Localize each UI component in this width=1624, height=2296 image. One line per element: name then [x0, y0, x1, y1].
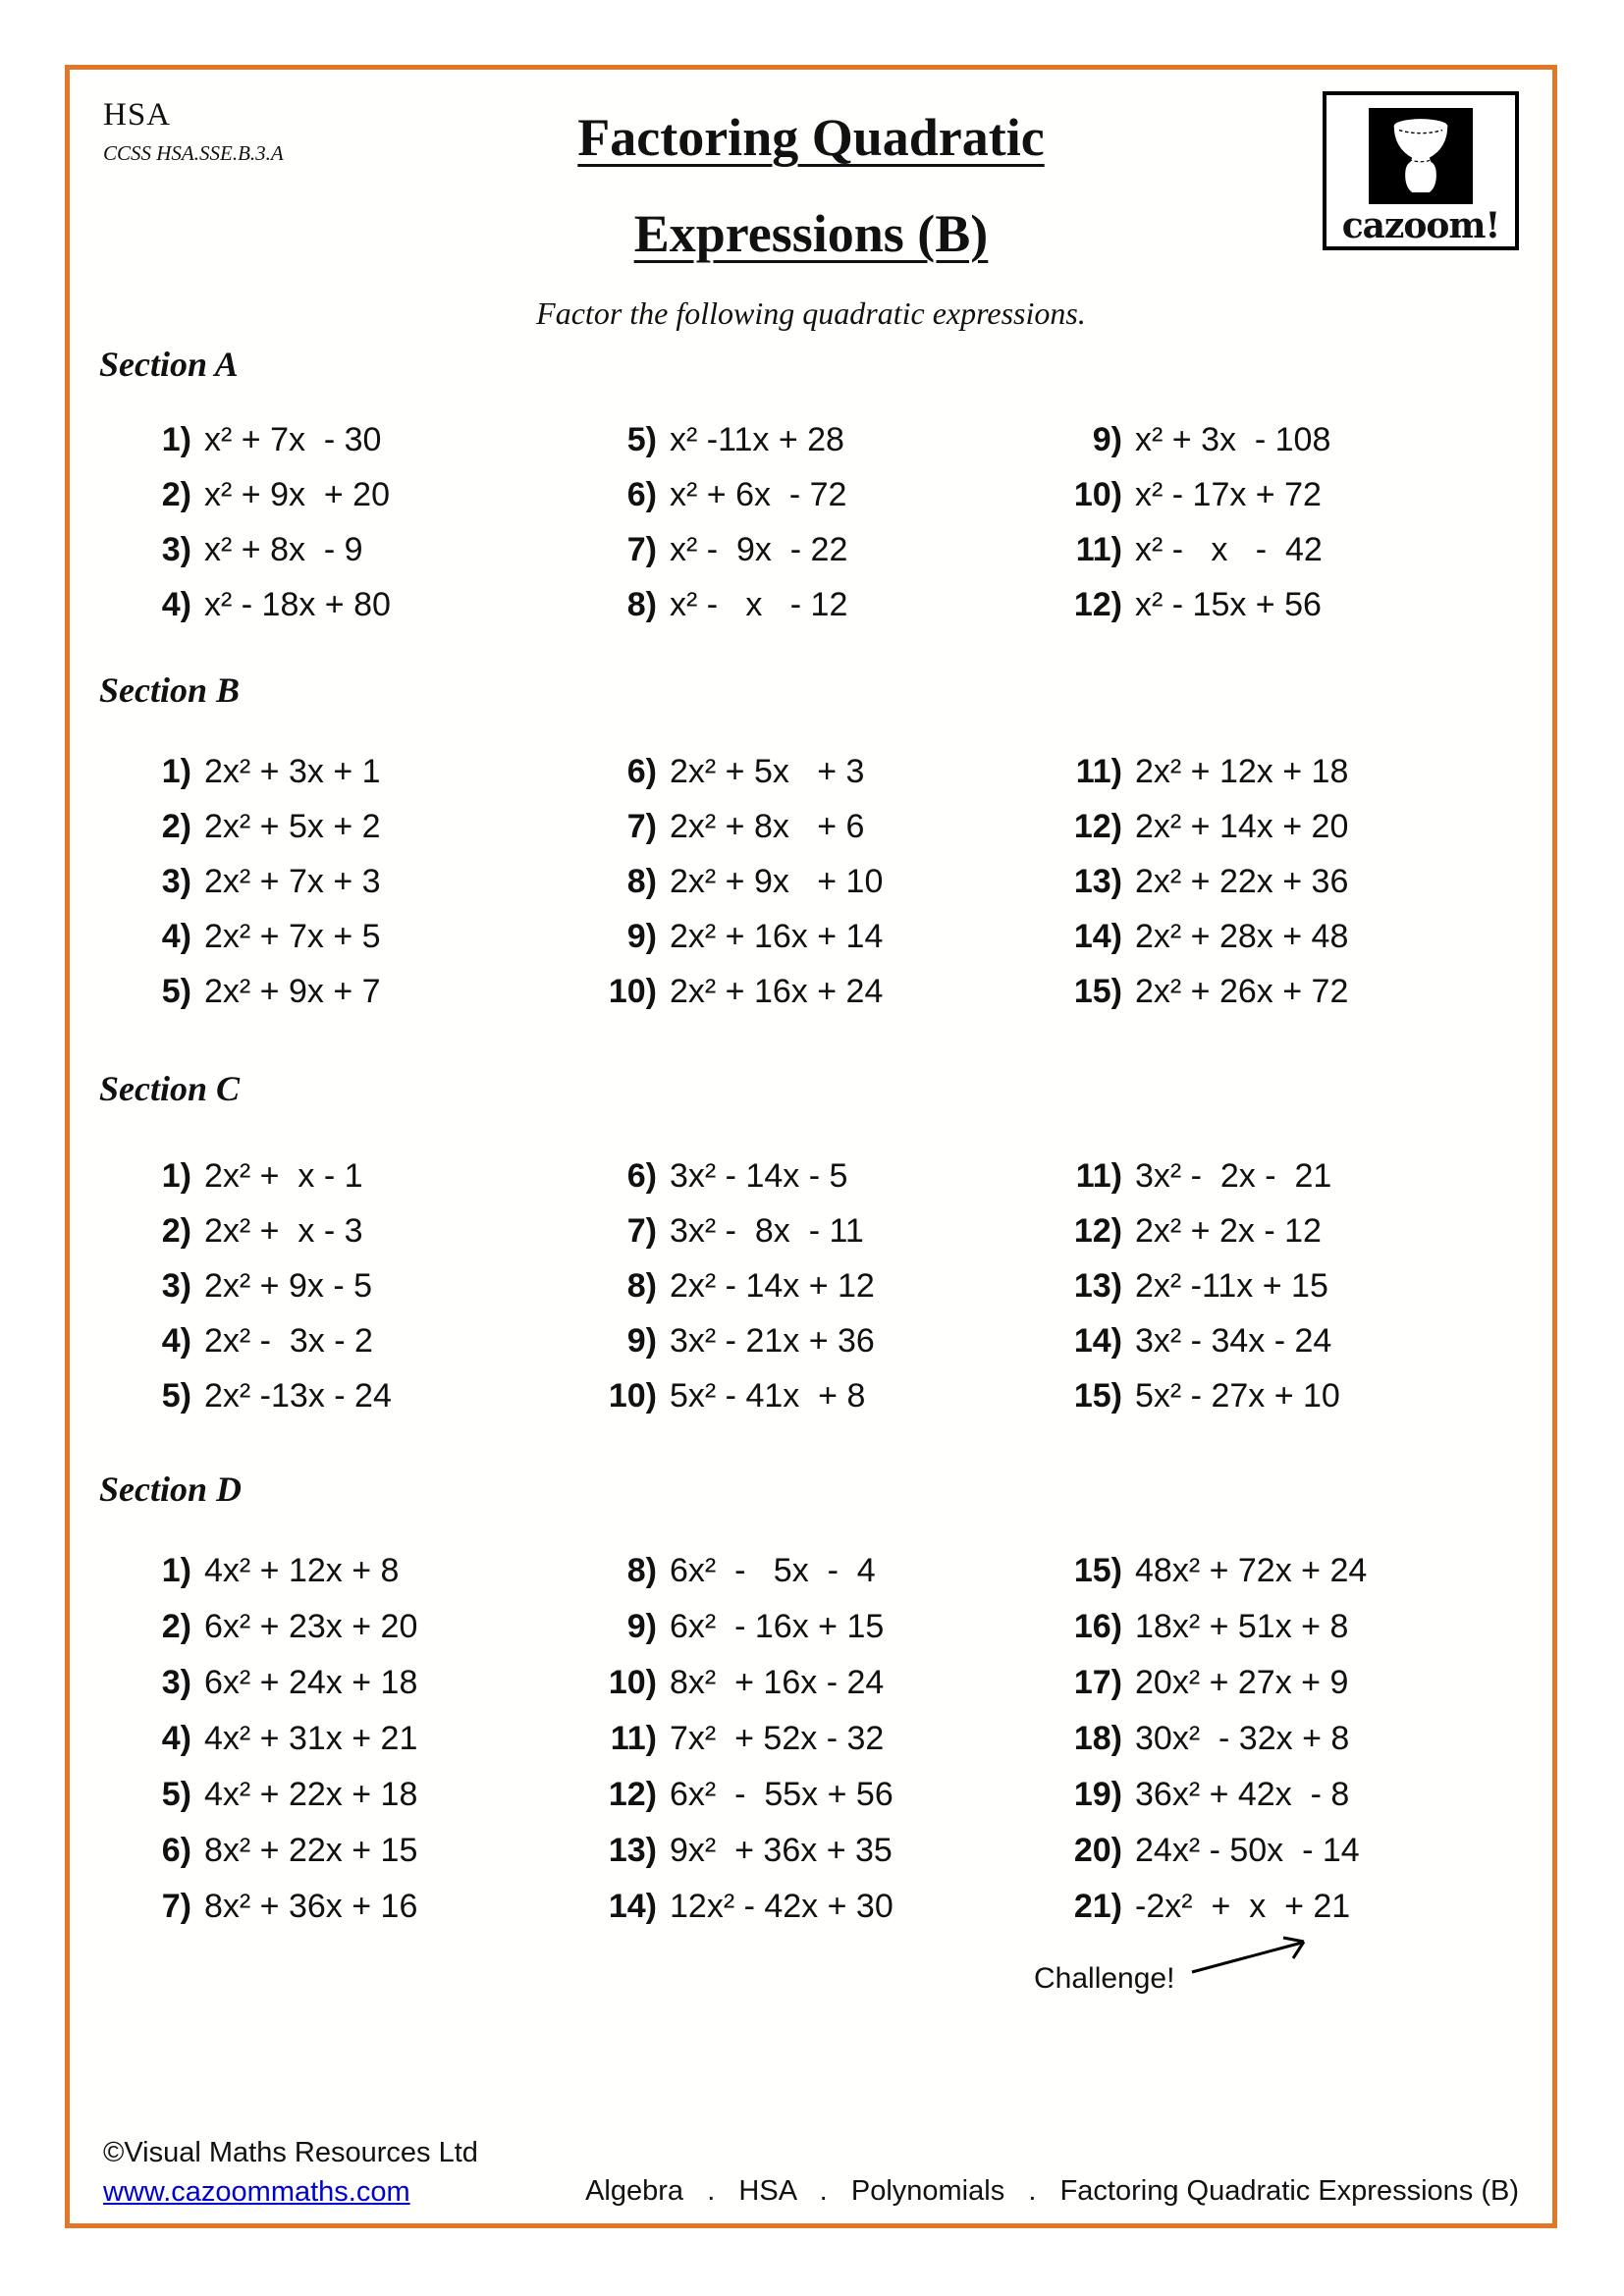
problem	[1057, 1313, 1523, 1368]
problem	[127, 1599, 592, 1655]
problem	[592, 412, 1057, 467]
problem	[127, 964, 592, 1019]
problem-number: 2)	[161, 807, 191, 845]
djembe-drum-icon	[1369, 108, 1473, 204]
problem-number: 9)	[626, 917, 657, 955]
problem-expression: 2x² + 7x + 3	[204, 862, 381, 900]
problem-expression: 8x² + 16x - 24	[670, 1664, 885, 1701]
problem-expression: 2x² - 14x + 12	[670, 1266, 875, 1305]
problem-expression: 48x² + 72x + 24	[1135, 1552, 1368, 1589]
problem-number: 11)	[1075, 1156, 1122, 1195]
problem-number: 6)	[626, 752, 657, 790]
problem	[127, 909, 592, 964]
problem-number: 1)	[161, 1552, 191, 1589]
problem-number: 4)	[161, 585, 191, 623]
problem-expression: x² - x - 42	[1135, 530, 1323, 568]
problem-expression: 2x² + 16x + 14	[670, 917, 884, 955]
problem-expression: 2x² + 12x + 18	[1135, 752, 1349, 790]
problem-number: 4)	[161, 1720, 191, 1757]
problem-expression: 2x² + 22x + 36	[1135, 862, 1349, 900]
problem	[127, 854, 592, 909]
problem-expression: 8x² + 22x + 15	[204, 1832, 418, 1869]
problem	[592, 467, 1057, 522]
problem	[592, 799, 1057, 854]
problem-expression: 12x² - 42x + 30	[670, 1888, 893, 1925]
challenge-label: Challenge!	[1034, 1962, 1175, 1995]
problem-expression: 2x² + 9x + 10	[670, 862, 884, 900]
problem-expression: 2x² + 7x + 5	[204, 917, 381, 955]
problem	[127, 799, 592, 854]
problem-expression: 2x² + 14x + 20	[1135, 807, 1349, 845]
problem-expression: 3x² - 21x + 36	[670, 1321, 875, 1360]
problem-number: 3)	[161, 862, 191, 900]
problem	[127, 467, 592, 522]
problem-expression: 6x² + 23x + 20	[204, 1608, 418, 1645]
problem	[127, 522, 592, 577]
problem-expression: 5x² - 41x + 8	[670, 1376, 866, 1415]
problem-number: 6)	[626, 1156, 657, 1195]
problem-expression: 20x² + 27x + 9	[1135, 1664, 1349, 1701]
problem-expression: x² - x - 12	[670, 585, 848, 623]
problem-number: 12)	[1073, 1211, 1122, 1250]
worksheet-title	[428, 89, 1194, 283]
section-c	[99, 1068, 1523, 1423]
problem-number: 14)	[608, 1888, 657, 1925]
problem-number: 5)	[161, 1776, 191, 1813]
instruction-text: Factor the following quadratic expressions.	[536, 295, 1086, 331]
problem-number: 18)	[1073, 1720, 1122, 1757]
problem	[1057, 1711, 1523, 1767]
problem	[127, 1203, 592, 1258]
problem	[592, 522, 1057, 577]
problem-number: 14)	[1073, 1321, 1122, 1360]
problem-number: 1)	[161, 420, 191, 458]
problem-expression: x² + 9x + 20	[204, 475, 390, 513]
problem	[1057, 1599, 1523, 1655]
problem	[1057, 467, 1523, 522]
problem-expression: 24x² - 50x - 14	[1135, 1832, 1360, 1869]
problem	[127, 1148, 592, 1203]
problem	[592, 1823, 1057, 1879]
problem-number: 10)	[608, 972, 657, 1010]
problem	[1057, 412, 1523, 467]
problem-number: 9)	[626, 1321, 657, 1360]
title-line-2: Expressions (B)	[633, 204, 989, 264]
problem-expression: 2x² + 28x + 48	[1135, 917, 1349, 955]
problem	[127, 1655, 592, 1711]
problem-expression: 2x² + x - 1	[204, 1156, 363, 1195]
section-c-problems	[99, 1148, 1523, 1423]
problem-expression: 3x² - 14x - 5	[670, 1156, 848, 1195]
standard-block	[103, 97, 284, 166]
problem	[592, 1368, 1057, 1423]
problem-number: 5)	[626, 420, 657, 458]
problem	[127, 1258, 592, 1313]
problem-number: 8)	[626, 1266, 657, 1305]
problem	[127, 1711, 592, 1767]
problem-expression: 36x² + 42x - 8	[1135, 1776, 1350, 1813]
problem-number: 19)	[1073, 1776, 1122, 1813]
copyright-text: ©Visual Maths Resources Ltd	[103, 2137, 478, 2168]
problem	[592, 964, 1057, 1019]
problem	[1057, 522, 1523, 577]
footer	[103, 2133, 1519, 2212]
problem-number: 21)	[1073, 1888, 1122, 1925]
problem-number: 1)	[161, 1156, 191, 1195]
ccss-standard: CCSS HSA.SSE.B.3.A	[103, 141, 284, 165]
problem	[1057, 799, 1523, 854]
problem	[127, 1543, 592, 1599]
problem-expression: 2x² - 3x - 2	[204, 1321, 373, 1360]
problem-expression: 7x² + 52x - 32	[670, 1720, 885, 1757]
problem	[592, 909, 1057, 964]
problem-expression: 4x² + 12x + 8	[204, 1552, 400, 1589]
problem-expression: 30x² - 32x + 8	[1135, 1720, 1350, 1757]
problem-expression: x² + 8x - 9	[204, 530, 363, 568]
problem-expression: x² + 7x - 30	[204, 420, 382, 458]
problem	[1057, 1148, 1523, 1203]
footer-left	[103, 2133, 478, 2212]
problem-expression: 18x² + 51x + 8	[1135, 1608, 1349, 1645]
problem	[127, 1879, 592, 1935]
problem-expression: 4x² + 31x + 21	[204, 1720, 418, 1757]
problem-number: 13)	[1073, 1266, 1122, 1305]
problem-number: 9)	[626, 1608, 657, 1645]
problem-expression: x² -11x + 28	[670, 420, 844, 458]
breadcrumb: Algebra . HSA . Polynomials . Factoring Quadratic Expressions (B)	[585, 2175, 1519, 2207]
problem-number: 20)	[1073, 1832, 1122, 1869]
problem-expression: 2x² -11x + 15	[1135, 1266, 1328, 1305]
problem-number: 6)	[626, 475, 657, 513]
problem-number: 12)	[608, 1776, 657, 1813]
problem	[1057, 1767, 1523, 1823]
problem-number: 13)	[608, 1832, 657, 1869]
problem	[1057, 577, 1523, 632]
problem-number: 10)	[608, 1664, 657, 1701]
problem	[1057, 1823, 1523, 1879]
problem-expression: x² - 9x - 22	[670, 530, 848, 568]
problem-expression: 2x² + 16x + 24	[670, 972, 884, 1010]
problem-number: 4)	[161, 917, 191, 955]
problem	[1057, 909, 1523, 964]
arrow-icon	[1186, 1927, 1324, 1978]
problem-number: 7)	[626, 807, 657, 845]
problem-number: 3)	[161, 1664, 191, 1701]
problem-expression: x² + 3x - 108	[1135, 420, 1331, 458]
problem-number: 15)	[1073, 972, 1122, 1010]
problem-expression: 2x² + 2x - 12	[1135, 1211, 1322, 1250]
problem-number: 15)	[1073, 1376, 1122, 1415]
problem-expression: 3x² - 34x - 24	[1135, 1321, 1332, 1360]
problem	[1057, 1203, 1523, 1258]
problem-number: 7)	[626, 1211, 657, 1250]
problem-number: 12)	[1073, 807, 1122, 845]
problem	[592, 577, 1057, 632]
title-line-1: Factoring Quadratic	[577, 108, 1045, 167]
section-b-problems	[99, 744, 1523, 1019]
problem-expression: 3x² - 2x - 21	[1135, 1156, 1332, 1195]
section-a	[99, 344, 1523, 632]
problem-number: 4)	[161, 1321, 191, 1360]
problem-number: 12)	[1073, 585, 1122, 623]
problem-expression: 5x² - 27x + 10	[1135, 1376, 1340, 1415]
problem-number: 8)	[626, 1552, 657, 1589]
problem	[592, 1599, 1057, 1655]
problem-number: 8)	[626, 862, 657, 900]
problem-number: 14)	[1073, 917, 1122, 955]
problem-expression: -2x² + x + 21	[1135, 1888, 1351, 1925]
problem	[1057, 854, 1523, 909]
problem	[127, 1767, 592, 1823]
problem-number: 7)	[626, 530, 657, 568]
problem	[592, 1258, 1057, 1313]
problem-expression: 2x² + 9x + 7	[204, 972, 381, 1010]
problem	[1057, 744, 1523, 799]
problem	[592, 1711, 1057, 1767]
problem	[1057, 1543, 1523, 1599]
problem-number: 2)	[161, 1211, 191, 1250]
problem-expression: 6x² + 24x + 18	[204, 1664, 418, 1701]
section-d-problems	[99, 1543, 1523, 1935]
section-a-problems	[99, 412, 1523, 632]
problem-number: 11)	[1075, 752, 1122, 790]
problem-number: 8)	[626, 585, 657, 623]
problem-expression: 3x² - 8x - 11	[670, 1211, 864, 1250]
problem-expression: 2x² + 5x + 3	[670, 752, 865, 790]
challenge-annotation	[1034, 1945, 1523, 1996]
section-b	[99, 669, 1523, 1019]
website-link[interactable]: www.cazoommaths.com	[103, 2176, 410, 2208]
problem-number: 10)	[608, 1376, 657, 1415]
problem-number: 9)	[1092, 420, 1122, 458]
problem-number: 2)	[161, 1608, 191, 1645]
problem	[592, 1879, 1057, 1935]
problem-number: 3)	[161, 530, 191, 568]
worksheet-frame	[65, 65, 1557, 2228]
problem	[1057, 1258, 1523, 1313]
logo-text: cazoom!	[1341, 205, 1500, 246]
section-b-title: Section B	[99, 670, 241, 710]
cazoom-logo	[1323, 91, 1519, 250]
course-code: HSA	[103, 97, 172, 133]
problem-number: 11)	[1075, 530, 1122, 568]
problem	[592, 1148, 1057, 1203]
problem-expression: x² + 6x - 72	[670, 475, 847, 513]
problem-expression: x² - 18x + 80	[204, 585, 391, 623]
problem	[127, 744, 592, 799]
problem-expression: 6x² - 16x + 15	[670, 1608, 885, 1645]
problem-number: 16)	[1073, 1608, 1122, 1645]
problem-number: 11)	[610, 1720, 657, 1757]
section-d	[99, 1468, 1523, 1935]
problem-number: 13)	[1073, 862, 1122, 900]
problem-expression: x² - 17x + 72	[1135, 475, 1322, 513]
problem	[592, 1203, 1057, 1258]
problem	[127, 1368, 592, 1423]
problem-expression: 2x² + 26x + 72	[1135, 972, 1349, 1010]
problem	[592, 744, 1057, 799]
problem-expression: 2x² -13x - 24	[204, 1376, 392, 1415]
problem	[1057, 1368, 1523, 1423]
section-d-title: Section D	[99, 1469, 243, 1509]
section-a-title: Section A	[99, 345, 239, 384]
problem-number: 15)	[1073, 1552, 1122, 1589]
problem-number: 2)	[161, 475, 191, 513]
problem-expression: 6x² - 55x + 56	[670, 1776, 893, 1813]
problem-expression: x² - 15x + 56	[1135, 585, 1322, 623]
problem-expression: 8x² + 36x + 16	[204, 1888, 418, 1925]
section-c-title: Section C	[99, 1069, 241, 1108]
problem	[592, 854, 1057, 909]
header	[99, 89, 1523, 262]
problem-number: 17)	[1073, 1664, 1122, 1701]
problem	[1057, 1655, 1523, 1711]
problem-number: 5)	[161, 972, 191, 1010]
problem-expression: 2x² + 8x + 6	[670, 807, 865, 845]
problem	[127, 577, 592, 632]
problem	[592, 1313, 1057, 1368]
problem	[1057, 964, 1523, 1019]
problem-expression: 2x² + 3x + 1	[204, 752, 381, 790]
problem-expression: 2x² + 9x - 5	[204, 1266, 373, 1305]
problem-number: 3)	[161, 1266, 191, 1305]
problem-number: 1)	[161, 752, 191, 790]
problem-number: 6)	[161, 1832, 191, 1869]
problem-number: 7)	[161, 1888, 191, 1925]
problem-expression: 4x² + 22x + 18	[204, 1776, 418, 1813]
problem-expression: 2x² + x - 3	[204, 1211, 363, 1250]
problem	[127, 412, 592, 467]
problem-number: 10)	[1073, 475, 1122, 513]
problem	[127, 1823, 592, 1879]
problem	[592, 1543, 1057, 1599]
problem-number: 5)	[161, 1376, 191, 1415]
problem	[592, 1655, 1057, 1711]
problem	[127, 1313, 592, 1368]
problem-expression: 6x² - 5x - 4	[670, 1552, 876, 1589]
problem	[592, 1767, 1057, 1823]
problem-expression: 2x² + 5x + 2	[204, 807, 381, 845]
problem-expression: 9x² + 36x + 35	[670, 1832, 893, 1869]
